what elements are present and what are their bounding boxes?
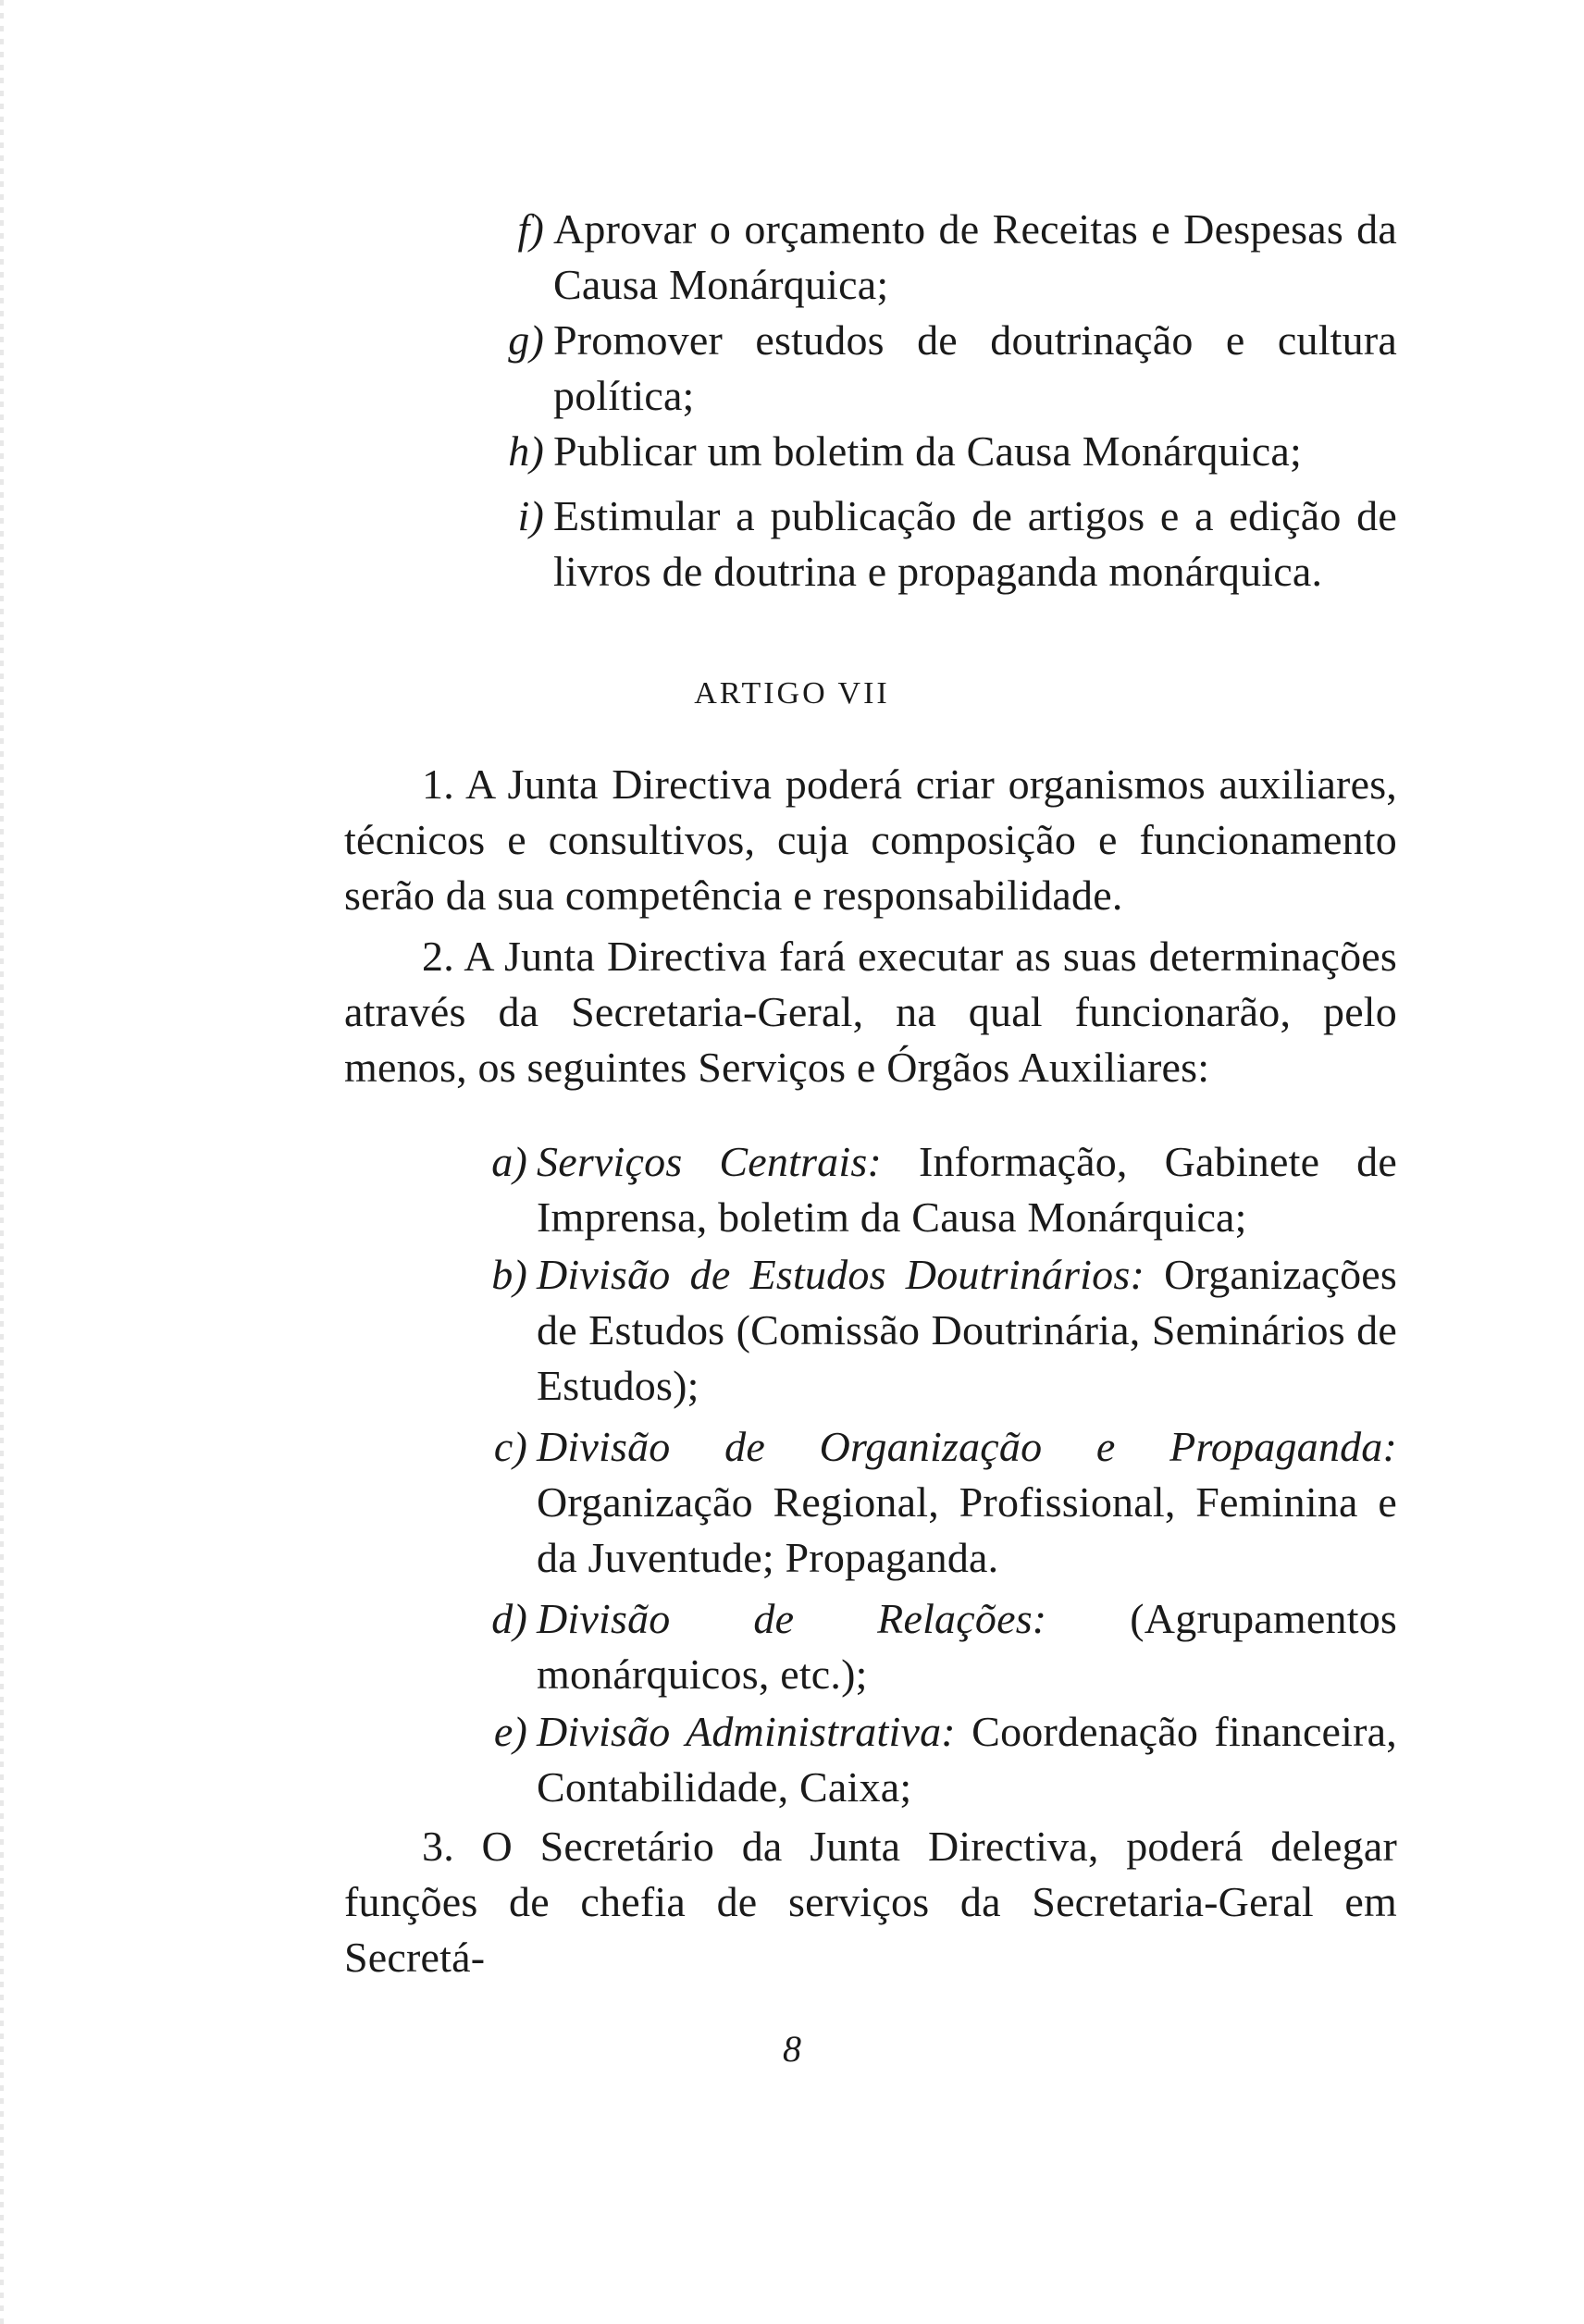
sub-item-title: Divisão de Organização e Propaganda: [537,1423,1397,1470]
sub-item-text: Coordenação financeira, Contabilidade, Caixa; [537,1708,1397,1811]
list-label: f) [517,205,544,253]
sub-item-title: Divisão de Relações: [537,1595,1047,1642]
sub-item-label: d) [491,1595,527,1642]
sub-item-text: Organização Regional, Profissional, Feminina e da Juventude; Propaganda. [537,1478,1397,1581]
list-label: h) [508,427,544,475]
list-text: Estimular a publicação de artigos e a edição de livros de doutrina e propaganda monárquica. [553,492,1397,595]
list-item-g [508,313,1397,424]
sub-item-a [491,1134,1397,1245]
page-number: 8 [783,2028,801,2070]
sub-item-d [491,1591,1398,1702]
sub-item-text: (Agrupamentos monárquicos, etc.); [537,1595,1398,1698]
list-item-h [508,424,1397,479]
sub-item-title: Divisão de Estudos Doutrinários: [537,1251,1145,1298]
sub-item-label: c) [493,1423,527,1470]
sub-item-label: a) [491,1138,527,1185]
sub-item-label: b) [491,1251,527,1298]
list-label: g) [508,316,544,364]
sub-item-label: e) [493,1708,527,1755]
sub-item-body [537,1704,1397,1815]
list-text: Aprovar o orçamento de Receitas e Despesas da Causa Monárquica; [553,205,1397,308]
sub-item-e [493,1704,1397,1815]
paragraph-3: 3. O Secretário da Junta Directiva, poderá delegar funções de chefia de serviços da Secretaria-Geral em Secretá- [344,1823,1397,1981]
sub-item-c [493,1419,1397,1586]
sub-item-b [491,1247,1397,1414]
sub-item-text: Informação, Gabinete de Imprensa, boletim da Causa Monárquica; [537,1138,1397,1241]
list-text: Publicar um boletim da Causa Monárquica; [553,427,1302,475]
sub-item-body [537,1247,1397,1414]
paragraph-1: 1. A Junta Directiva poderá criar organismos auxiliares, técnicos e consultivos, cuja composição e funcionamento serão da sua competência e responsabilidade. [344,760,1397,919]
list-item-i [517,488,1397,600]
list-item-f [517,202,1397,313]
sub-item-title: Divisão Administrativa: [537,1708,956,1755]
sub-item-body [537,1419,1397,1586]
scan-edge [0,0,4,2324]
article-heading: ARTIGO VII [694,676,890,711]
list-label: i) [517,492,544,539]
sub-item-body [537,1134,1397,1245]
sub-item-title: Serviços Centrais: [537,1138,882,1185]
paragraph-2: 2. A Junta Directiva fará executar as suas determinações através da Secretaria-Geral, na qual funcionarão, pelo menos, os seguintes Serviços e Órgãos Auxiliares: [344,933,1397,1091]
sub-item-body [537,1591,1397,1702]
list-text: Promover estudos de doutrinação e cultura política; [553,316,1397,419]
sub-item-text: Organizações de Estudos (Comissão Doutrinária, Seminários de Estudos); [537,1251,1397,1409]
